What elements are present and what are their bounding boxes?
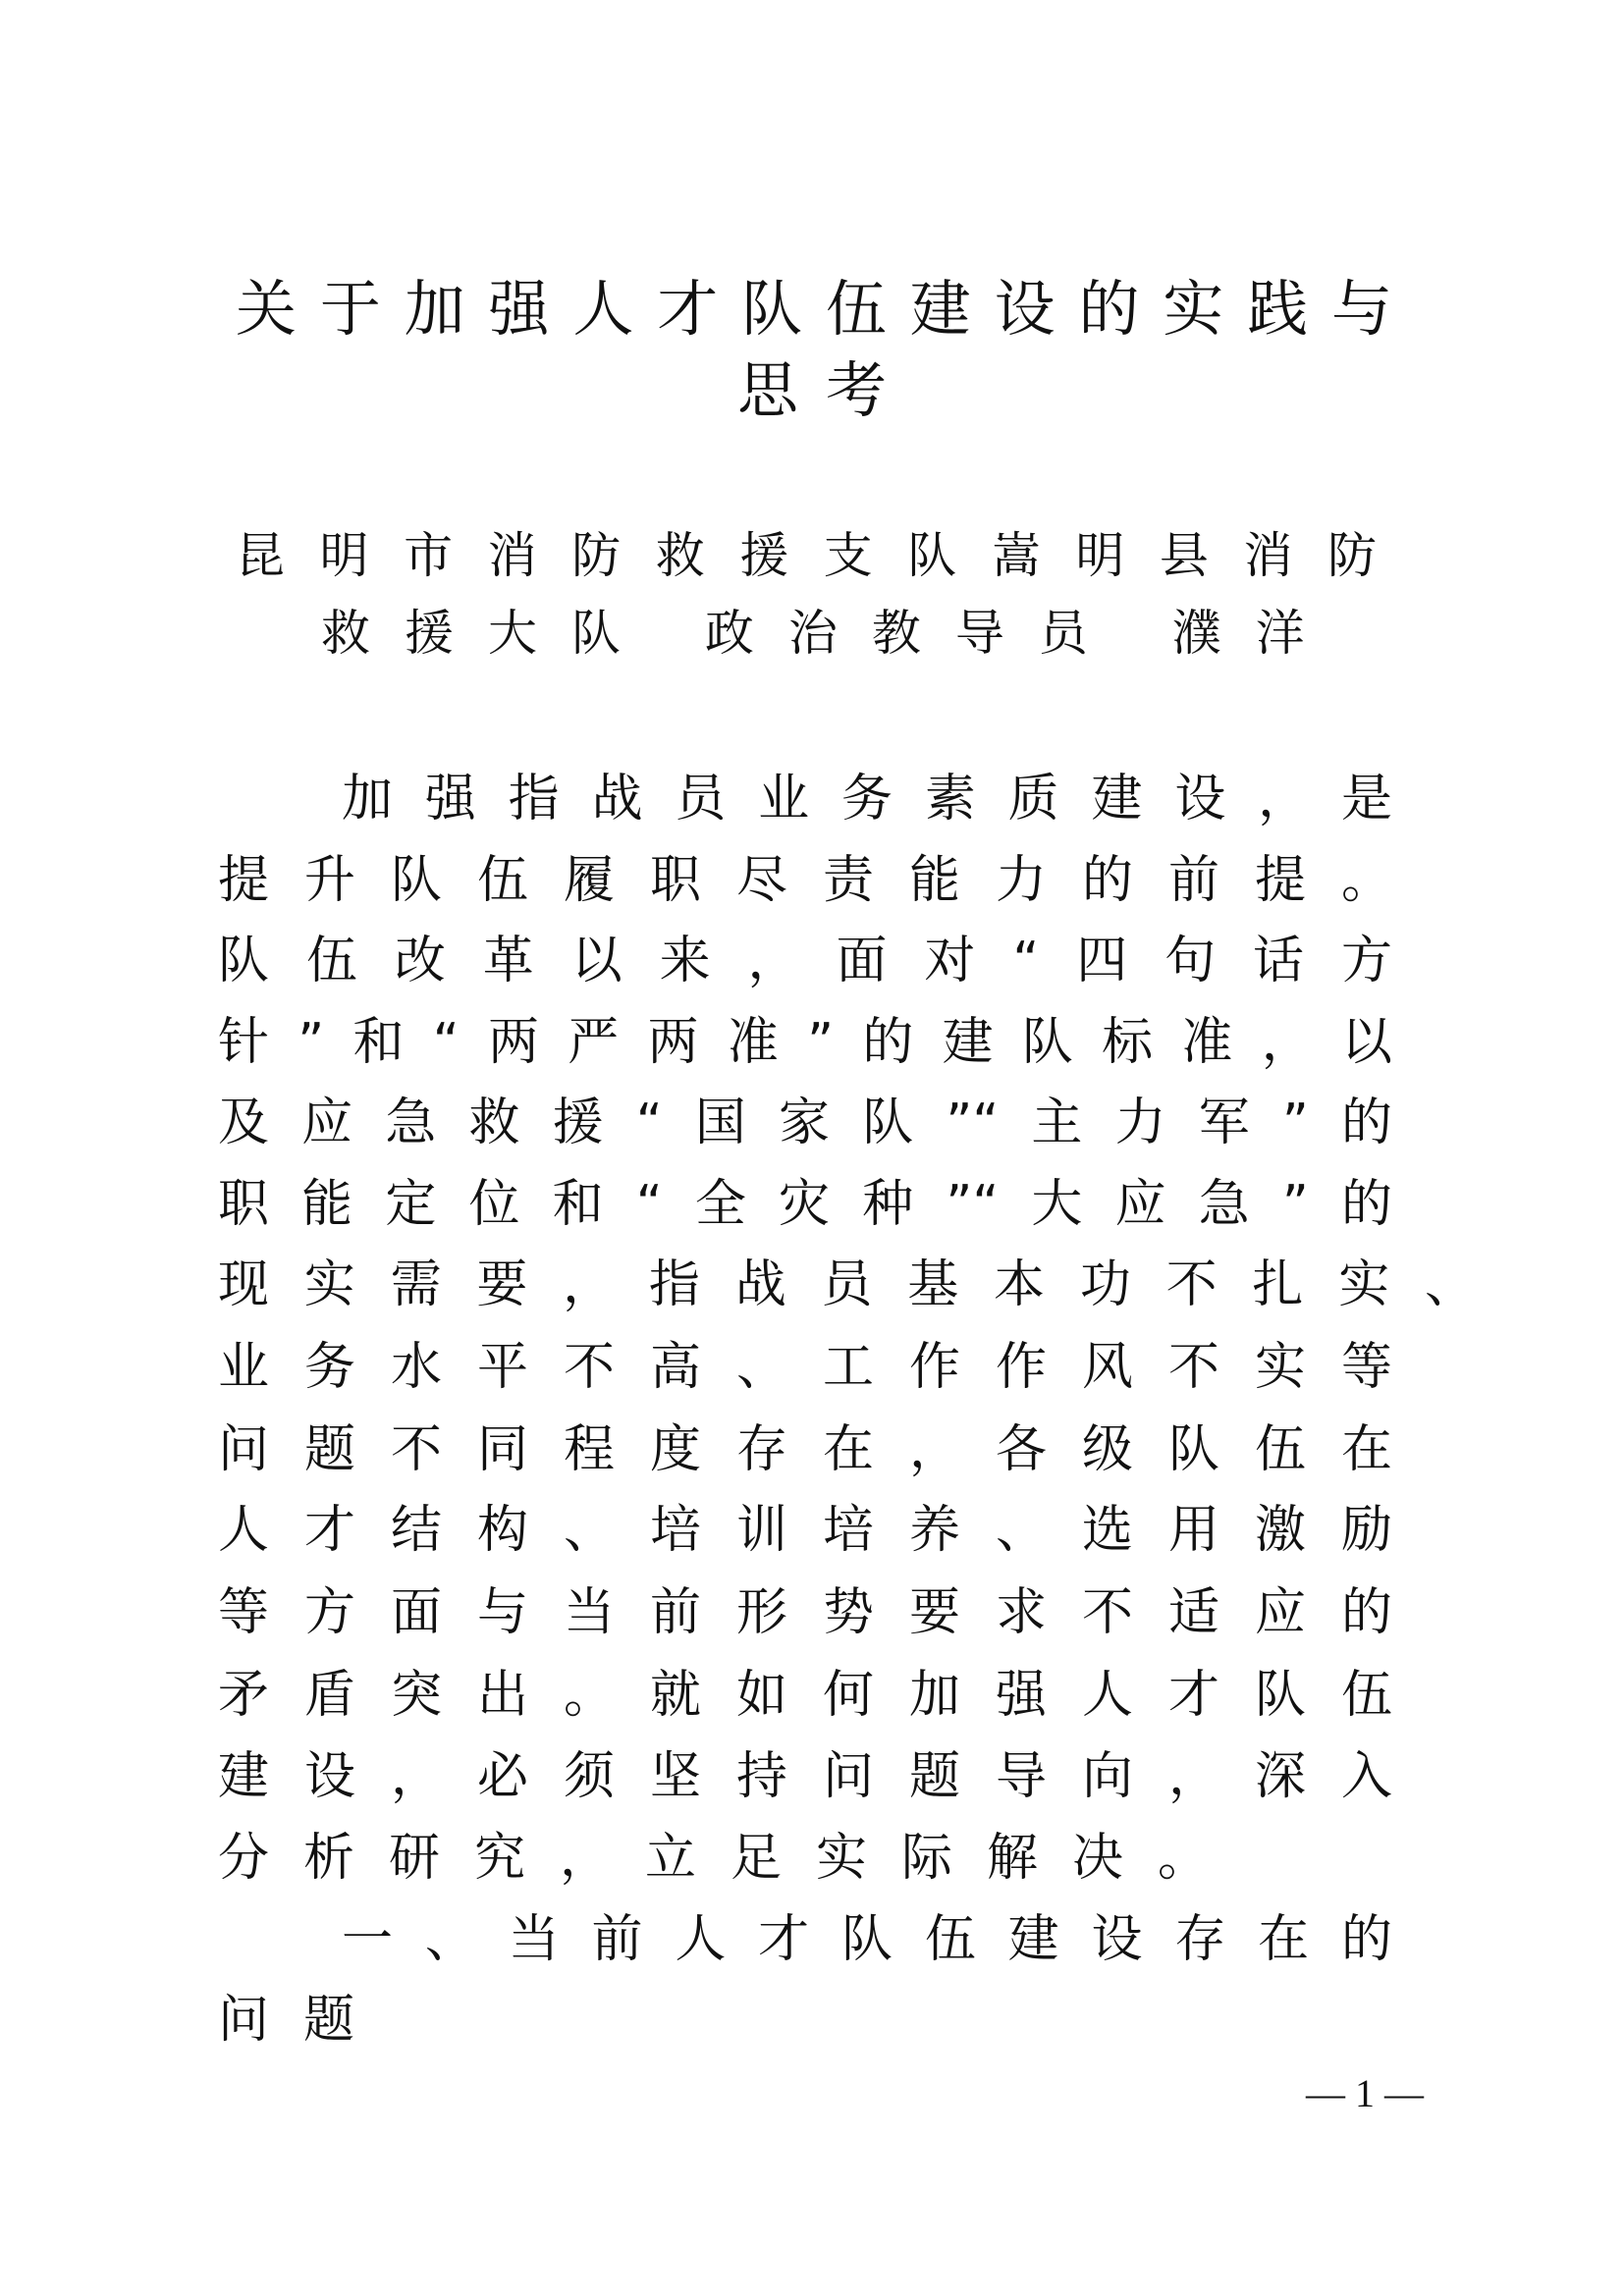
page-number: — 1 — [1306,2071,1424,2115]
author-line-1: 昆明市消防救援支队嵩明县消防 [236,527,1377,584]
body-line: 问题不同程度存在，各级队伍在 [218,1420,1392,1479]
body-line: 建设，必须坚持问题导向，深入 [218,1747,1392,1806]
body-line: 人才结构、培训培养、选用激励 [218,1501,1392,1560]
document-title-line-1: 关于加强人才队伍建设的实践与 [236,273,1392,345]
author-line-2: 救援大队 政治教导员 濮洋 [321,605,1339,662]
body-line: 现实需要，指战员基本功不扎实、 [218,1255,1476,1314]
body-line: 业务水平不高、工作作风不实等 [218,1338,1392,1397]
body-line: 及应急救援“国家队”“主力军”的 [218,1094,1392,1152]
body-line: 提升队伍履职尽责能力的前提。 [218,851,1392,910]
document-title-line-2: 思考 [736,354,914,426]
body-line: 分析研究，立足实际解决。 [218,1829,1244,1888]
section-heading-line-2: 问题 [218,1991,390,2050]
body-line: 矛盾突出。就如何加强人才队伍 [218,1666,1392,1725]
body-line: 针”和“两严两准”的建队标准，以 [218,1013,1392,1072]
body-line: 职能定位和“全灾种”“大应急”的 [218,1175,1392,1234]
section-heading-line-1: 一、当前人才队伍建设存在的 [342,1910,1392,1969]
body-line: 等方面与当前形势要求不适应的 [218,1583,1392,1642]
body-line: 队伍改革以来，面对“四句话方 [218,932,1392,990]
body-line: 加强指战员业务素质建设，是 [342,770,1392,828]
